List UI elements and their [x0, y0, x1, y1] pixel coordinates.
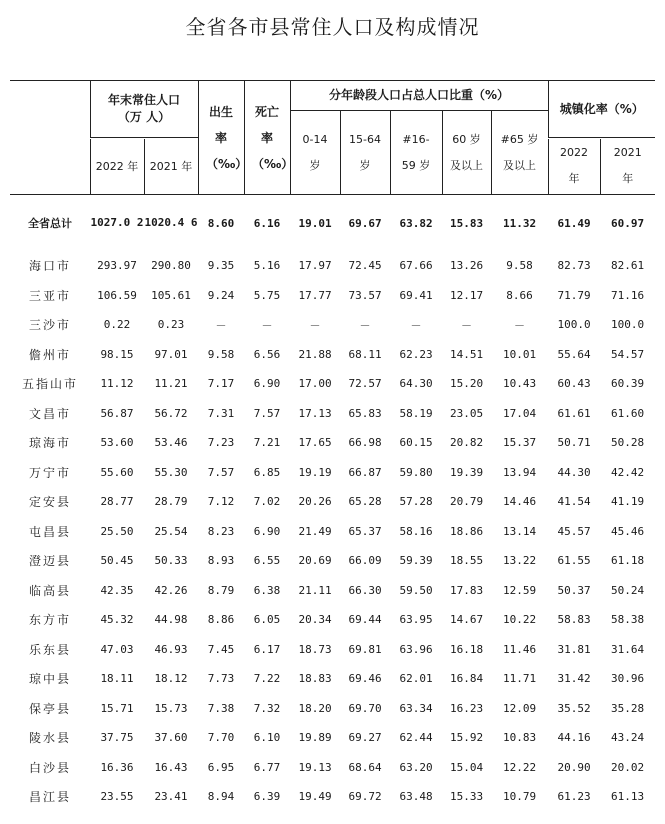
- cell-a60: 16.23: [449, 701, 484, 715]
- cell-u22: 61.23: [557, 790, 591, 804]
- cell-a1659: 63.82: [390, 195, 442, 252]
- cell-a1564: 66.30: [348, 583, 382, 597]
- cell-a1659: 62.23: [399, 347, 433, 361]
- cell-a014: 18.83: [298, 672, 332, 686]
- cell-p21: 44.98: [154, 613, 188, 627]
- cell-a65: 11.71: [502, 672, 537, 686]
- cell-birth: 9.24: [207, 288, 235, 302]
- cell-birth: 7.73: [207, 672, 235, 686]
- cell-a65: 17.04: [502, 406, 537, 420]
- cell-death: 6.56: [253, 347, 281, 361]
- cell-a60: 15.33: [449, 790, 484, 804]
- cell-u21: 60.39: [610, 377, 645, 391]
- cell-a65: 10.83: [502, 731, 537, 745]
- cell-a60: 12.17: [449, 288, 484, 302]
- cell-a65: 10.79: [502, 790, 537, 804]
- cell-p22: 42.35: [100, 583, 134, 597]
- cell-p22: 53.60: [100, 436, 134, 450]
- table-row: [10, 369, 655, 399]
- cell-death: 7.22: [253, 672, 281, 686]
- page-title: 全省各市县常住人口及构成情况: [185, 15, 480, 39]
- cell-p21: 25.54: [154, 524, 188, 538]
- cell-a65: 10.01: [502, 347, 537, 361]
- cell-p22: 25.50: [100, 524, 134, 538]
- region-name: 陵水县: [28, 731, 71, 746]
- cell-a60: 20.82: [449, 436, 484, 450]
- cell-birth: －: [215, 318, 227, 332]
- cell-a1564: 68.64: [348, 760, 382, 774]
- cell-a1659: 67.66: [399, 259, 433, 273]
- cell-u22: 58.83: [557, 613, 591, 627]
- cell-p21: 55.30: [154, 465, 188, 479]
- cell-p21: 0.23: [157, 318, 185, 332]
- cell-a1659: 59.80: [399, 465, 433, 479]
- cell-death: 6.38: [253, 583, 281, 597]
- cell-a1659: 63.95: [399, 613, 433, 627]
- cell-birth: 9.58: [207, 347, 235, 361]
- cell-p22: 18.11: [100, 672, 134, 686]
- cell-u22: 41.54: [557, 495, 591, 509]
- cell-birth: 8.94: [207, 790, 235, 804]
- cell-a014: 19.13: [298, 760, 332, 774]
- cell-u21: 100.0: [610, 318, 645, 332]
- cell-a1659: 59.39: [399, 554, 433, 568]
- cell-u22: 31.42: [557, 672, 591, 686]
- cell-a1659: 58.19: [399, 406, 433, 420]
- region-name: 五指山市: [21, 377, 78, 392]
- cell-a1659: 62.01: [399, 672, 433, 686]
- cell-u21: 60.97: [600, 195, 655, 252]
- cell-p22: 0.22: [103, 318, 131, 332]
- cell-p22: 37.75: [100, 731, 134, 745]
- cell-death: 6.90: [253, 524, 281, 538]
- header-age-group: 分年龄段人口占总人口比重（%）: [290, 81, 548, 111]
- cell-p22: 106.59: [97, 288, 137, 302]
- cell-p21: 105.61: [151, 288, 191, 302]
- cell-a60: 20.79: [449, 495, 484, 509]
- cell-a60: 15.83: [442, 195, 491, 252]
- population-table: [10, 80, 655, 812]
- cell-birth: 7.57: [207, 465, 235, 479]
- cell-a60: 13.26: [449, 259, 484, 273]
- cell-u21: 31.64: [610, 642, 645, 656]
- cell-p21: 23.41: [154, 790, 188, 804]
- cell-death: －: [261, 318, 273, 332]
- region-name: 临高县: [28, 583, 71, 598]
- cell-u21: 20.02: [610, 760, 645, 774]
- table-row: [10, 428, 655, 458]
- table-row: [10, 458, 655, 488]
- cell-p21: 1020.4 6: [144, 195, 198, 252]
- cell-death: 6.39: [253, 790, 281, 804]
- table-body: [10, 195, 655, 812]
- cell-u21: 61.18: [610, 554, 645, 568]
- region-name: 白沙县: [28, 760, 71, 775]
- table-row: [10, 753, 655, 783]
- header-population-unit: （万 人）: [117, 110, 171, 124]
- cell-a60: 16.18: [449, 642, 484, 656]
- cell-a014: 19.01: [290, 195, 340, 252]
- cell-a1564: 66.87: [348, 465, 382, 479]
- cell-birth: 8.86: [207, 613, 235, 627]
- cell-a60: 14.67: [449, 613, 484, 627]
- cell-birth: 8.60: [198, 195, 244, 252]
- cell-p22: 45.32: [100, 613, 134, 627]
- table-row-total: [10, 195, 655, 252]
- cell-a014: 21.11: [298, 583, 332, 597]
- table-row: [10, 694, 655, 724]
- cell-death: 6.90: [253, 377, 281, 391]
- table-header: [10, 81, 655, 195]
- cell-u22: 55.64: [557, 347, 591, 361]
- header-population-label: 年末常住人口: [108, 93, 181, 107]
- cell-a014: 19.19: [298, 465, 332, 479]
- region-name: 三亚市: [28, 288, 71, 303]
- cell-a60: 17.83: [449, 583, 484, 597]
- cell-a014: 21.88: [298, 347, 332, 361]
- cell-u22: 44.16: [557, 731, 591, 745]
- cell-a1564: 69.44: [348, 613, 382, 627]
- region-name: 儋州市: [28, 347, 71, 362]
- cell-a1564: 69.27: [348, 731, 382, 745]
- cell-a1564: 69.72: [348, 790, 382, 804]
- cell-u21: 54.57: [610, 347, 645, 361]
- header-age-15-64: 15-64 岁: [340, 111, 390, 195]
- cell-p21: 11.21: [154, 377, 188, 391]
- cell-death: 5.16: [253, 259, 281, 273]
- header-pop-2021: 2021 年: [144, 139, 198, 195]
- table-row: [10, 664, 655, 694]
- cell-a65: 11.32: [491, 195, 548, 252]
- table-row: [10, 723, 655, 753]
- cell-a014: 20.69: [298, 554, 332, 568]
- table-row: [10, 605, 655, 635]
- cell-a1659: 60.15: [399, 436, 433, 450]
- cell-a1564: 72.45: [348, 259, 382, 273]
- cell-a1659: 59.50: [399, 583, 433, 597]
- cell-a1564: 65.28: [348, 495, 382, 509]
- region-name: 保亭县: [28, 701, 71, 716]
- cell-a1659: 63.96: [399, 642, 433, 656]
- cell-p21: 97.01: [154, 347, 188, 361]
- cell-a60: 18.86: [449, 524, 484, 538]
- cell-death: 5.75: [253, 288, 281, 302]
- cell-u21: 43.24: [610, 731, 645, 745]
- cell-u21: 45.46: [610, 524, 645, 538]
- cell-a1659: 57.28: [399, 495, 433, 509]
- cell-p21: 42.26: [154, 583, 188, 597]
- header-age-60-plus: 60 岁及以上: [442, 111, 491, 195]
- cell-p21: 56.72: [154, 406, 188, 420]
- cell-u21: 50.28: [610, 436, 645, 450]
- cell-p22: 56.87: [100, 406, 134, 420]
- cell-a1564: 69.70: [348, 701, 382, 715]
- table-row: [10, 340, 655, 370]
- cell-u21: 42.42: [610, 465, 645, 479]
- cell-a1564: 65.83: [348, 406, 382, 420]
- cell-a60: －: [461, 318, 473, 332]
- table-row: [10, 487, 655, 517]
- cell-p21: 50.33: [154, 554, 188, 568]
- cell-p21: 18.12: [154, 672, 188, 686]
- cell-a1659: 64.30: [399, 377, 433, 391]
- header-region: [10, 81, 90, 195]
- cell-death: 7.02: [253, 495, 281, 509]
- cell-a60: 15.04: [449, 760, 484, 774]
- cell-death: 6.16: [244, 195, 290, 252]
- cell-p22: 16.36: [100, 760, 134, 774]
- cell-u21: 61.60: [610, 406, 645, 420]
- cell-p22: 55.60: [100, 465, 134, 479]
- table-row: [10, 782, 655, 812]
- cell-p21: 28.79: [154, 495, 188, 509]
- cell-a65: 12.22: [502, 760, 537, 774]
- table-row: [10, 310, 655, 340]
- cell-a65: 10.43: [502, 377, 537, 391]
- cell-a014: 17.00: [298, 377, 332, 391]
- cell-death: 6.85: [253, 465, 281, 479]
- cell-a1564: 69.46: [348, 672, 382, 686]
- cell-u22: 61.61: [557, 406, 591, 420]
- cell-p22: 1027.0 2: [90, 195, 144, 252]
- cell-a65: 9.58: [506, 259, 533, 273]
- table-row: [10, 576, 655, 606]
- cell-death: 6.77: [253, 760, 281, 774]
- cell-a1659: 62.44: [399, 731, 433, 745]
- cell-a65: 8.66: [506, 288, 533, 302]
- cell-a1659: 69.41: [399, 288, 433, 302]
- cell-a014: 18.20: [298, 701, 332, 715]
- cell-a1564: 73.57: [348, 288, 382, 302]
- cell-a1659: 63.34: [399, 701, 433, 715]
- cell-death: 6.05: [253, 613, 281, 627]
- cell-a014: 17.65: [298, 436, 332, 450]
- region-name: 澄迈县: [28, 554, 71, 569]
- cell-a60: 16.84: [449, 672, 484, 686]
- cell-a65: 11.46: [502, 642, 537, 656]
- cell-death: 6.17: [253, 642, 281, 656]
- cell-a1564: 65.37: [348, 524, 382, 538]
- cell-death: 6.10: [253, 731, 281, 745]
- header-death-rate: 死亡率（‰）: [244, 81, 290, 195]
- cell-a014: 19.89: [298, 731, 332, 745]
- cell-birth: 7.17: [207, 377, 235, 391]
- region-name: 万宁市: [28, 465, 71, 480]
- cell-p22: 15.71: [100, 701, 134, 715]
- cell-u21: 58.38: [610, 613, 645, 627]
- cell-a65: －: [514, 318, 526, 332]
- cell-p21: 15.73: [154, 701, 188, 715]
- table-row: [10, 281, 655, 311]
- cell-p22: 50.45: [100, 554, 134, 568]
- cell-u22: 50.71: [557, 436, 591, 450]
- cell-a65: 14.46: [502, 495, 537, 509]
- cell-a1659: －: [410, 318, 422, 332]
- cell-u22: 31.81: [557, 642, 591, 656]
- cell-birth: 7.38: [207, 701, 235, 715]
- cell-a1659: 63.48: [399, 790, 433, 804]
- cell-a1564: 69.67: [340, 195, 390, 252]
- cell-u22: 20.90: [557, 760, 591, 774]
- cell-a014: 17.77: [298, 288, 332, 302]
- cell-p21: 53.46: [154, 436, 188, 450]
- cell-a1659: 58.16: [399, 524, 433, 538]
- table-row: [10, 635, 655, 665]
- cell-u22: 60.43: [557, 377, 591, 391]
- header-age-16-59: #16-59 岁: [390, 111, 442, 195]
- cell-a1564: 66.09: [348, 554, 382, 568]
- cell-a014: －: [309, 318, 321, 332]
- header-pop-2022: 2022 年: [90, 139, 144, 195]
- cell-a65: 12.09: [502, 701, 537, 715]
- cell-a60: 15.92: [449, 731, 484, 745]
- cell-a1564: 68.11: [348, 347, 382, 361]
- cell-a1564: 66.98: [348, 436, 382, 450]
- region-name: 海口市: [28, 259, 71, 274]
- table-row: [10, 251, 655, 281]
- cell-a65: 13.14: [502, 524, 537, 538]
- cell-a65: 15.37: [502, 436, 537, 450]
- cell-p22: 47.03: [100, 642, 134, 656]
- cell-u21: 71.16: [610, 288, 645, 302]
- region-name: 三沙市: [28, 318, 71, 333]
- region-name: 昌江县: [28, 790, 71, 805]
- region-name: 琼海市: [28, 436, 71, 451]
- cell-u21: 30.96: [610, 672, 645, 686]
- region-name: 琼中县: [28, 672, 71, 687]
- cell-birth: 6.95: [207, 760, 235, 774]
- region-name: 屯昌县: [28, 524, 71, 539]
- cell-u21: 82.61: [610, 259, 645, 273]
- cell-p22: 98.15: [100, 347, 134, 361]
- cell-a60: 14.51: [449, 347, 484, 361]
- cell-death: 6.55: [253, 554, 281, 568]
- cell-a1659: 63.20: [399, 760, 433, 774]
- cell-birth: 7.70: [207, 731, 235, 745]
- cell-death: 7.57: [253, 406, 281, 420]
- cell-birth: 7.31: [207, 406, 235, 420]
- header-urbanization: 城镇化率（%）: [548, 81, 655, 138]
- cell-a65: 13.22: [502, 554, 537, 568]
- cell-birth: 8.23: [207, 524, 235, 538]
- cell-birth: 7.23: [207, 436, 235, 450]
- cell-death: 7.32: [253, 701, 281, 715]
- cell-u22: 35.52: [557, 701, 591, 715]
- cell-p21: 37.60: [154, 731, 188, 745]
- cell-birth: 7.12: [207, 495, 235, 509]
- cell-birth: 9.35: [207, 259, 235, 273]
- cell-p22: 28.77: [100, 495, 134, 509]
- cell-u21: 61.13: [610, 790, 645, 804]
- cell-a014: 20.34: [298, 613, 332, 627]
- region-name: 全省总计: [10, 195, 90, 252]
- cell-p21: 16.43: [154, 760, 188, 774]
- cell-a1564: －: [359, 318, 371, 332]
- cell-u21: 41.19: [610, 495, 645, 509]
- cell-u22: 100.0: [557, 318, 591, 332]
- header-population: [90, 81, 198, 138]
- region-name: 文昌市: [28, 406, 71, 421]
- cell-u22: 44.30: [557, 465, 591, 479]
- cell-a60: 23.05: [449, 406, 484, 420]
- cell-u22: 82.73: [557, 259, 591, 273]
- cell-a1564: 72.57: [348, 377, 382, 391]
- region-name: 东方市: [28, 613, 71, 628]
- cell-a60: 15.20: [449, 377, 484, 391]
- cell-a65: 13.94: [502, 465, 537, 479]
- cell-u22: 45.57: [557, 524, 591, 538]
- region-name: 乐东县: [28, 642, 71, 657]
- cell-u21: 35.28: [610, 701, 645, 715]
- cell-p22: 293.97: [97, 259, 137, 273]
- cell-a60: 18.55: [449, 554, 484, 568]
- cell-u21: 50.24: [610, 583, 645, 597]
- cell-a60: 19.39: [449, 465, 484, 479]
- header-urban-2022: 2022 年: [548, 139, 600, 195]
- cell-u22: 50.37: [557, 583, 591, 597]
- cell-p22: 11.12: [100, 377, 134, 391]
- cell-a014: 19.49: [298, 790, 332, 804]
- cell-p21: 46.93: [154, 642, 188, 656]
- cell-a014: 17.13: [298, 406, 332, 420]
- region-name: 定安县: [28, 495, 71, 510]
- header-urban-2021: 2021 年: [600, 139, 655, 195]
- cell-birth: 8.93: [207, 554, 235, 568]
- cell-u22: 71.79: [557, 288, 591, 302]
- cell-death: 7.21: [253, 436, 281, 450]
- table-row: [10, 546, 655, 576]
- header-age-0-14: 0-14 岁: [290, 111, 340, 195]
- cell-birth: 7.45: [207, 642, 235, 656]
- cell-u22: 61.55: [557, 554, 591, 568]
- cell-p21: 290.80: [151, 259, 191, 273]
- cell-p22: 23.55: [100, 790, 134, 804]
- cell-birth: 8.79: [207, 583, 235, 597]
- cell-a014: 21.49: [298, 524, 332, 538]
- cell-a014: 20.26: [298, 495, 332, 509]
- header-birth-rate: 出生率（‰）: [198, 81, 244, 195]
- table-row: [10, 399, 655, 429]
- cell-a014: 18.73: [298, 642, 332, 656]
- cell-a65: 12.59: [502, 583, 537, 597]
- cell-a014: 17.97: [298, 259, 332, 273]
- header-age-65-plus: #65 岁及以上: [491, 111, 548, 195]
- cell-a1564: 69.81: [348, 642, 382, 656]
- cell-a65: 10.22: [502, 613, 537, 627]
- table-row: [10, 517, 655, 547]
- cell-u22: 61.49: [548, 195, 600, 252]
